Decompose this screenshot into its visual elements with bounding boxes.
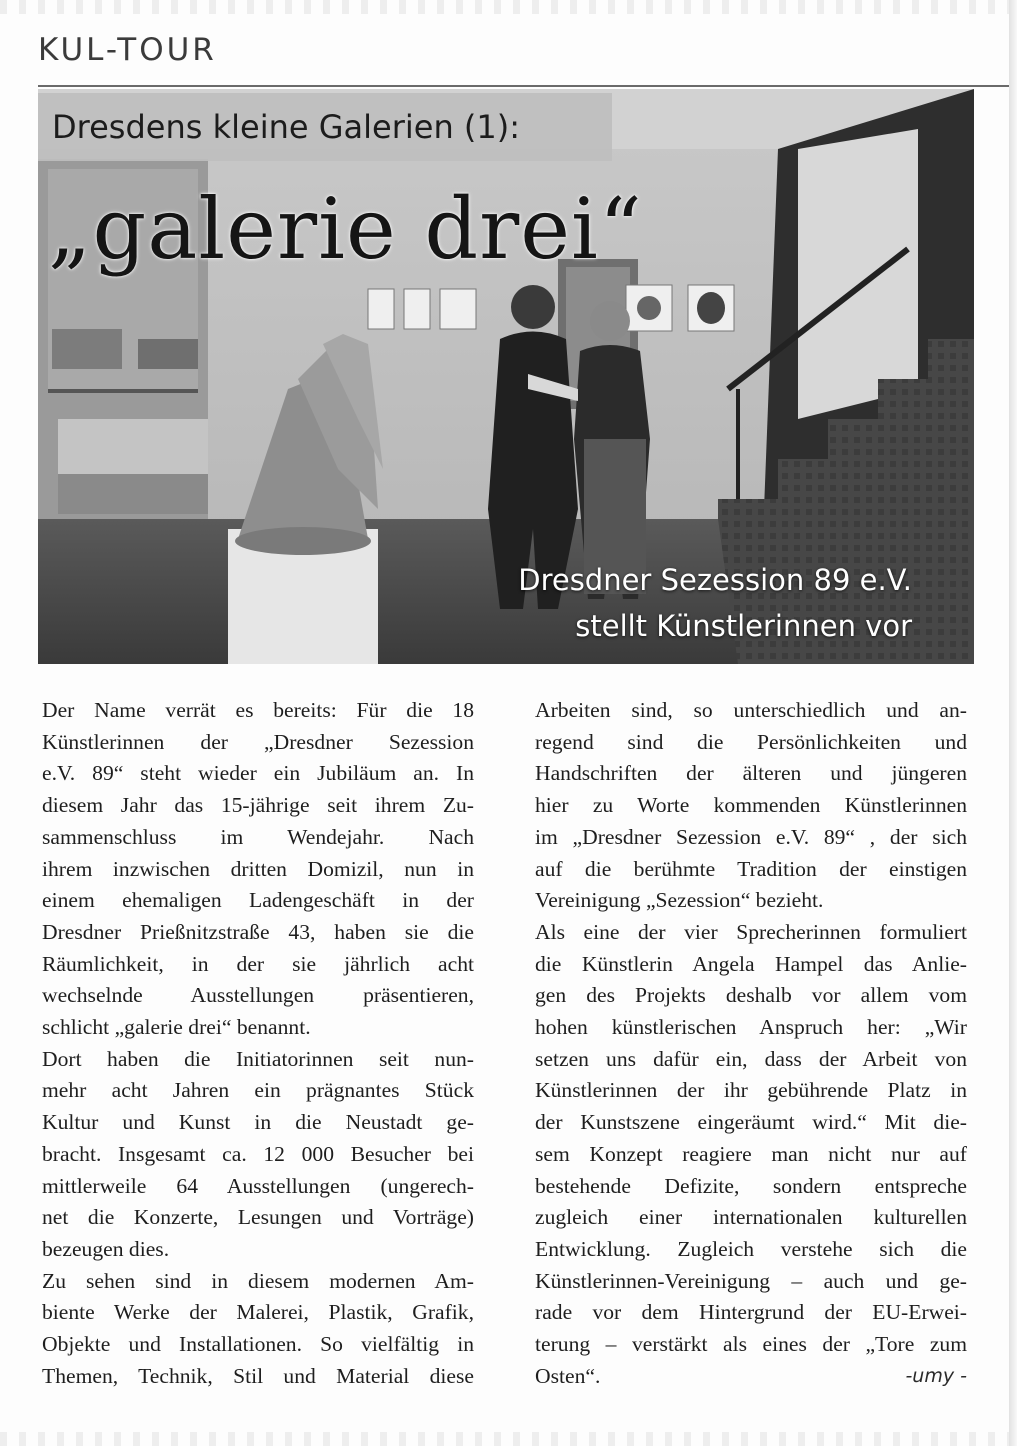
- gallery-photo: [38, 89, 974, 664]
- text-line: Dort haben die Initiatorinnen seit nun-: [42, 1046, 474, 1071]
- text-line: mittlerweile 64 Ausstellungen (ungerech-: [42, 1173, 474, 1198]
- bleed-through-bottom: [0, 1432, 1009, 1446]
- text-line: auf die berühmte Tradition der einstigen: [535, 856, 967, 881]
- text-line: einem ehemaligen Ladengeschäft in der: [42, 888, 474, 913]
- text-line: Arbeiten sind, so unterschiedlich und an-: [535, 698, 967, 722]
- text-line: Räumlichkeit, in der sie jährlich acht: [42, 951, 474, 976]
- text-line: Künstlerinnen der „Dresdner Sezession: [42, 729, 474, 754]
- text-line: Handschriften der älteren und jüngeren: [535, 761, 967, 786]
- text-line: Vereinigung „Sezession“ bezieht.: [535, 888, 824, 913]
- paragraph: [42, 1044, 474, 1266]
- text-line: setzen uns dafür ein, dass der Arbeit von: [535, 1046, 967, 1071]
- text-line: rade vor dem Hintergrund der EU-Erwei-: [535, 1300, 967, 1325]
- text-line: Der Name verrät es bereits: Für die 18: [42, 698, 474, 722]
- text-line: gen des Projekts deshalb vor allem vom: [535, 983, 967, 1008]
- text-line: diesem Jahr das 15-jährige seit ihrem Zu-: [42, 793, 474, 818]
- bleed-through-top: [0, 0, 1009, 14]
- text-line: mehr acht Jahren ein prägnantes Stück: [42, 1078, 474, 1103]
- text-line: hohen künstlerischen Anspruch her: „Wir: [535, 1015, 967, 1040]
- text-line: ihrem inzwischen dritten Domizil, nun in: [42, 856, 474, 881]
- text-line: Dresdner Prießnitzstraße 43, haben sie die: [42, 919, 474, 944]
- text-line: hier zu Worte kommenden Künstlerinnen: [535, 793, 967, 818]
- text-line: Entwicklung. Zugleich verstehe sich die: [535, 1236, 967, 1261]
- text-line: e.V. 89“ steht wieder ein Jubiläum an. In: [42, 761, 474, 786]
- section-label: KUL-TOUR: [38, 32, 217, 68]
- text-line: schlicht „galerie drei“ benannt.: [42, 1015, 311, 1040]
- text-line: sem Konzept reagiere man nicht nur auf: [535, 1141, 967, 1166]
- text-line: im „Dresdner Sezession e.V. 89“ , der sich: [535, 824, 967, 849]
- text-line: Objekte und Installationen. So vielfältig in: [42, 1332, 474, 1357]
- text-line: bestehende Defizite, sondern entspreche: [535, 1173, 967, 1198]
- text-line: zugleich einer internationalen kulturellen: [535, 1205, 967, 1230]
- text-line: bezeugen dies.: [42, 1236, 170, 1261]
- text-line: die Künstlerin Angela Hampel das Anlie-: [535, 951, 967, 976]
- page-binding-shadow: [1009, 0, 1017, 1446]
- text-line: terung – verstärkt als eines der „Tore zum: [535, 1332, 967, 1357]
- paragraph: [42, 1266, 474, 1393]
- series-kicker: Dresdens kleine Galerien (1):: [38, 93, 612, 161]
- text-line: biente Werke der Malerei, Plastik, Grafik,: [42, 1300, 474, 1325]
- text-line: Themen, Technik, Stil und Material diese: [42, 1363, 474, 1388]
- text-line: Kultur und Kunst in die Neustadt ge-: [42, 1110, 474, 1135]
- text-line: Zu sehen sind in diesem modernen Am-: [42, 1268, 474, 1293]
- text-line: net die Konzerte, Lesungen und Vorträge): [42, 1205, 474, 1230]
- text-line: Künstlerinnen der ihr gebührende Platz in: [535, 1078, 967, 1103]
- text-line: Als eine der vier Sprecherinnen formuliert: [535, 919, 967, 944]
- paragraph: [535, 695, 967, 917]
- text-line: wechselnde Ausstellungen präsentieren,: [42, 983, 474, 1008]
- paragraph: [535, 917, 967, 1393]
- text-line: der Kunstszene eingeräumt wird.“ Mit die-: [535, 1110, 967, 1135]
- text-line: sammenschluss im Wendejahr. Nach: [42, 824, 474, 849]
- left-column: [42, 695, 474, 1392]
- photo-subtitle: [518, 557, 912, 649]
- subtitle-line: Dresdner Sezession 89 e.V.: [518, 563, 912, 597]
- text-line: Künstlerinnen-Vereinigung – auch und ge-: [535, 1268, 967, 1293]
- paragraph: [42, 695, 474, 1044]
- article-headline: „galerie drei“: [48, 180, 643, 278]
- closing-line: [535, 1361, 967, 1393]
- subtitle-line: stellt Künstlerinnen vor: [575, 609, 912, 643]
- text-line: bracht. Insgesamt ca. 12 000 Besucher bei: [42, 1141, 474, 1166]
- closing-word: Osten“.: [535, 1363, 601, 1388]
- author-signature: -umy -: [905, 1364, 967, 1387]
- text-line: regend sind die Persönlichkeiten und: [535, 729, 967, 754]
- header-rule: [38, 85, 1009, 87]
- right-column: [535, 695, 967, 1392]
